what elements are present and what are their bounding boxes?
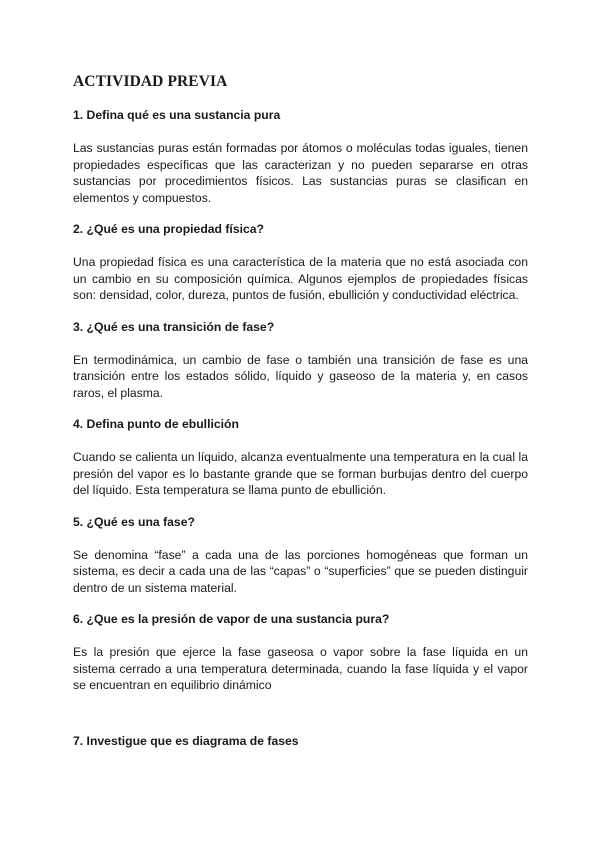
question-text: . ¿Qué es una transición de fase? xyxy=(79,319,275,334)
question-answer: Cuando se calienta un líquido, alcanza eventualmente una temperatura en la cual la presión del vapor es lo bastante grande que se forman burbujas dentro del cuerpo del líquido. Esta temperatura se llama punto de ebullición. xyxy=(73,450,528,497)
question-answer: Las sustancias puras están formadas por átomos o moléculas todas iguales, tienen propiedades específicas que las caracterizan y no pueden separarse en otras sustancias por procedimientos físicos. Las sustancias puras se clasifican en elementos y compuestos. xyxy=(73,141,528,205)
question-answer: Es la presión que ejerce la fase gaseosa o vapor sobre la fase líquida en un sistema cerrado a una temperatura determinada, cuando la fase líquida y el vapor se encuentran en equilibrio dinámico xyxy=(73,645,528,692)
question-text: . Investigue que es diagrama de fases xyxy=(79,733,299,748)
question-answer: Una propiedad física es una característica de la materia que no está asociada con un cambio en su composición química. Algunos ejemplos de propiedades físicas son: densidad, color, dureza, puntos de fusión, ebullición y conductividad eléctrica. xyxy=(73,255,528,302)
question-answer: Se denomina “fase” a cada una de las porciones homogéneas que forman un sistema, es decir a cada una de las “capas” o “superficies” que se pueden distinguir dentro de un sistema material. xyxy=(73,547,528,595)
question-1 xyxy=(73,107,528,206)
question-7 xyxy=(73,733,528,749)
question-number: 4 xyxy=(73,417,80,431)
question-text: . ¿Que es la presión de vapor de una sustancia pura? xyxy=(79,612,390,626)
question-heading xyxy=(73,319,528,335)
blank-space xyxy=(73,709,528,733)
question-text: . ¿Qué es una propiedad física? xyxy=(79,222,264,236)
question-number: 3 xyxy=(73,319,80,334)
question-5 xyxy=(73,514,528,597)
page-title: ACTIVIDAD PREVIA xyxy=(73,73,228,90)
question-3 xyxy=(73,319,528,402)
question-heading xyxy=(73,416,528,432)
question-heading xyxy=(73,733,528,749)
question-heading xyxy=(73,107,528,123)
question-number: 2 xyxy=(73,222,80,236)
question-6 xyxy=(73,611,528,694)
question-text: . Defina punto de ebullición xyxy=(79,417,239,431)
question-text: . Defina qué es una sustancia pura xyxy=(79,108,281,122)
question-number: 5 xyxy=(73,514,80,529)
question-number: 1 xyxy=(73,108,80,122)
question-heading xyxy=(73,611,528,627)
question-number: 6 xyxy=(73,612,80,626)
question-4 xyxy=(73,416,528,499)
question-heading xyxy=(73,221,528,237)
question-heading xyxy=(73,514,528,530)
question-answer: En termodinámica, un cambio de fase o también una transición de fase es una transición entre los estados sólido, líquido y gaseoso de la materia y, en casos raros, el plasma. xyxy=(73,352,528,400)
document-page xyxy=(73,72,528,766)
question-text: . ¿Qué es una fase? xyxy=(79,514,195,529)
question-2 xyxy=(73,221,528,304)
question-number: 7 xyxy=(73,733,80,748)
